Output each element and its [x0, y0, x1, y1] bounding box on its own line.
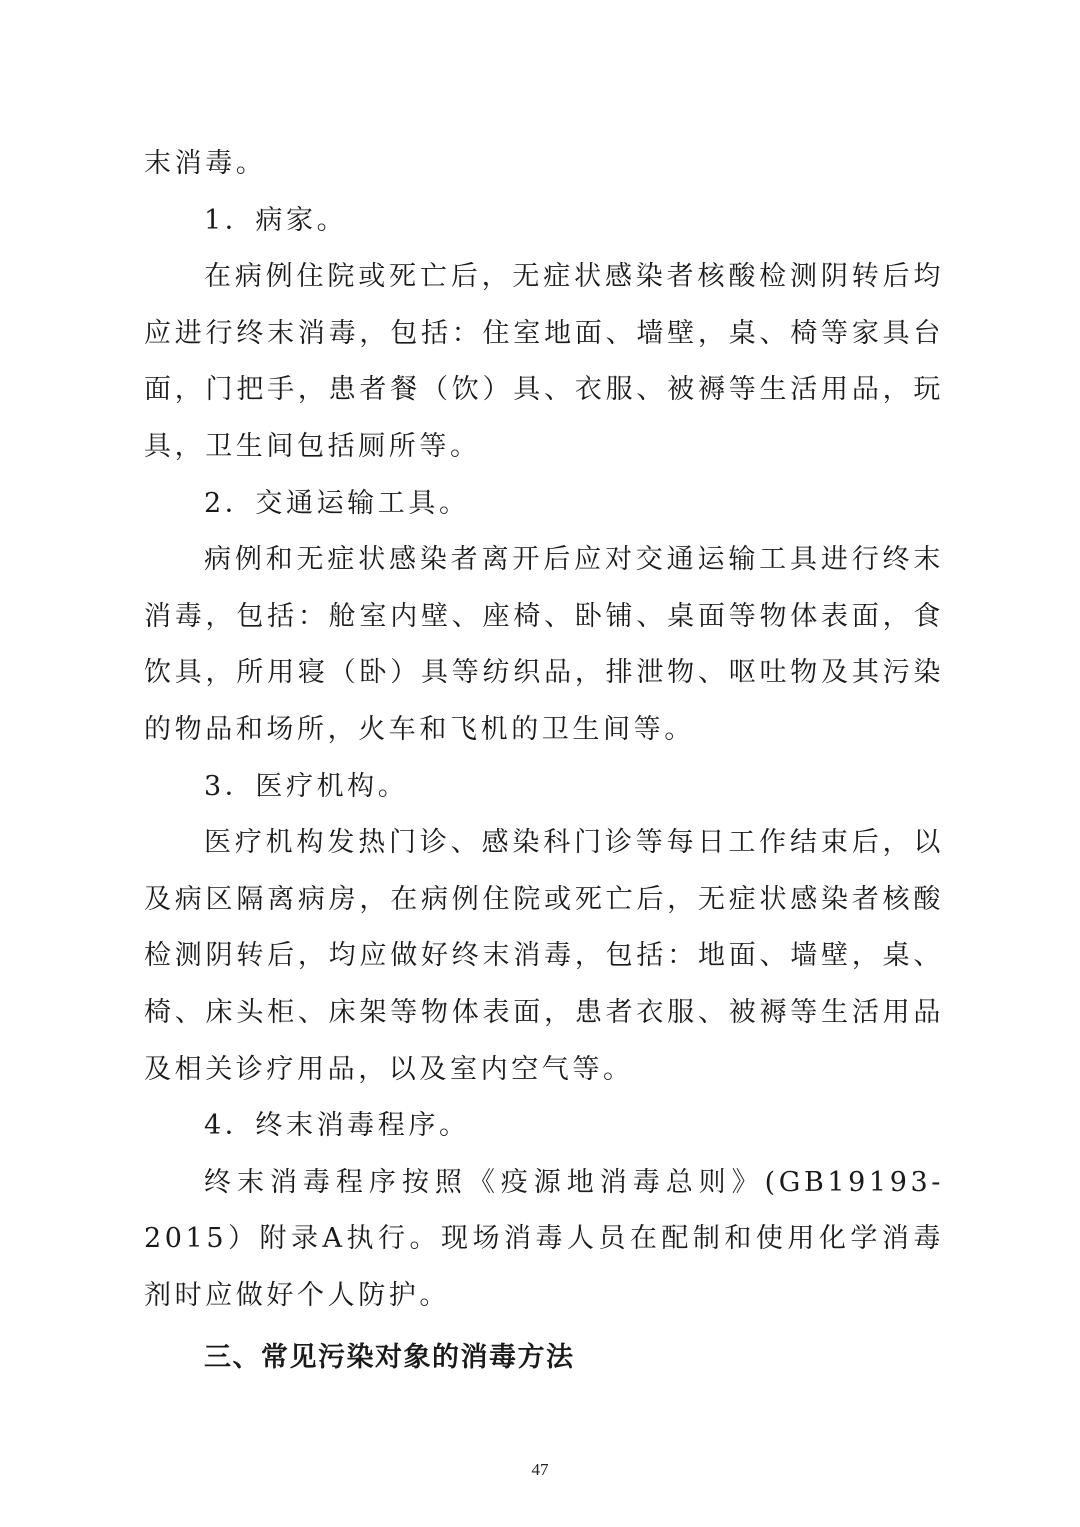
document-body	[144, 136, 944, 1387]
page-number: 47	[531, 1460, 549, 1479]
paragraph-transport: 病例和无症状感染者离开后应对交通运输工具进行终末消毒，包括：舱室内壁、座椅、卧铺、桌面等物体表面，食饮具，所用寝（卧）具等纺织品，排泄物、呕吐物及其污染的物品和场所，火车和飞机的卫生间等。	[144, 544, 944, 745]
heading-sick-home: 1．病家。	[204, 204, 348, 236]
paragraph-continuation: 末消毒。	[144, 148, 267, 179]
paragraph-terminal-procedure: 终末消毒程序按照《疫源地消毒总则》(GB19193-2015）附录A执行。现场消毒人员在配制和使用化学消毒剂时应做好个人防护。	[144, 1166, 944, 1311]
paragraph-sick-home: 在病例住院或死亡后，无症状感染者核酸检测阴转后均应进行终末消毒，包括：住室地面、墙壁，桌、椅等家具台面，门把手，患者餐（饮）具、衣服、被褥等生活用品，玩具，卫生间包括厕所等。	[144, 261, 944, 462]
heading-terminal-procedure: 4．终末消毒程序。	[204, 1110, 470, 1142]
section-title-disinfection-methods: 三、常见污染对象的消毒方法	[204, 1342, 575, 1374]
paragraph-medical-institution: 医疗机构发热门诊、感染科门诊等每日工作结束后，以及病区隔离病房，在病例住院或死亡后，无症状感染者核酸检测阴转后，均应做好终末消毒，包括：地面、墙壁，桌、椅、床头柜、床架等物体表面，患者衣服、被褥等生活用品及相关诊疗用品，以及室内空气等。	[144, 827, 944, 1085]
heading-transport: 2．交通运输工具。	[204, 487, 470, 519]
heading-medical-institution: 3．医疗机构。	[204, 770, 409, 802]
